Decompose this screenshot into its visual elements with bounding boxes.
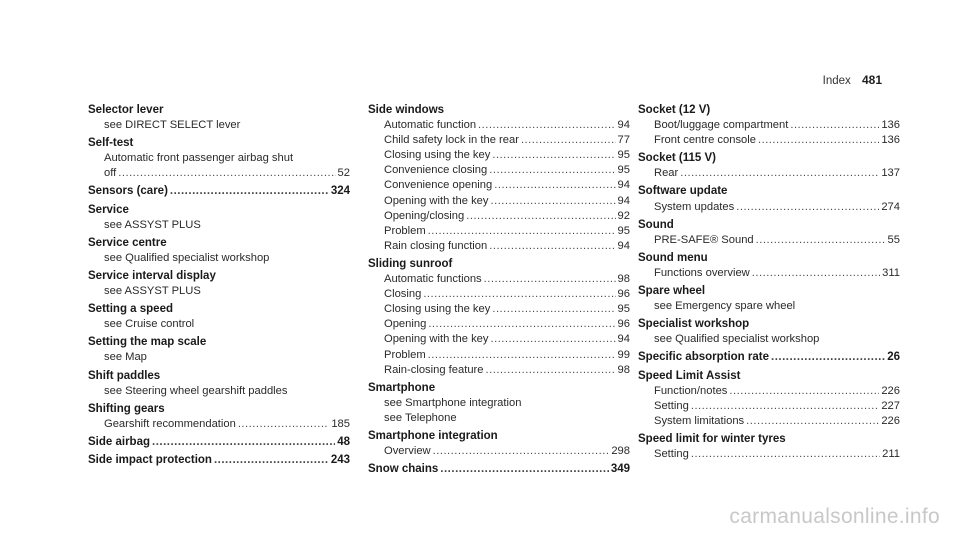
leader-dots	[428, 348, 616, 363]
subentry-text: Problem	[384, 348, 426, 361]
index-entry	[88, 269, 350, 299]
page-ref: 26	[887, 351, 900, 364]
index-term: Specialist workshop	[638, 318, 750, 331]
page-ref: 94	[617, 119, 630, 132]
page-ref: 52	[337, 167, 350, 180]
watermark: carmanualsonline.info	[729, 505, 940, 528]
term-text: Side impact protection	[88, 453, 212, 466]
subentry-text: PRE-SAFE® Sound	[654, 233, 754, 246]
index-see-reference[interactable]: see Emergency spare wheel	[654, 300, 796, 313]
leader-dots	[691, 399, 879, 414]
leader-dots	[494, 178, 615, 193]
index-subentry[interactable]	[368, 133, 630, 148]
index-see-reference[interactable]: see Steering wheel gearshift paddles	[104, 384, 288, 397]
index-term: Speed Limit Assist	[638, 369, 741, 382]
index-column-3	[638, 103, 900, 465]
index-term[interactable]	[88, 184, 350, 199]
page-ref: 92	[617, 209, 630, 222]
index-entry	[88, 369, 350, 399]
leader-dots	[423, 287, 615, 302]
page-ref: 94	[617, 179, 630, 192]
leader-dots	[680, 166, 879, 181]
page-ref: 211	[882, 447, 900, 460]
leader-dots	[490, 332, 615, 347]
subentry-text: Setting	[654, 447, 689, 460]
subentry-text: Overview	[384, 445, 431, 458]
index-subentry[interactable]	[88, 166, 350, 181]
page-ref: 96	[617, 288, 630, 301]
subentry-text: Convenience opening	[384, 179, 493, 192]
leader-dots	[746, 414, 879, 429]
index-see-reference[interactable]: see Map	[104, 351, 147, 364]
index-subentry[interactable]	[368, 148, 630, 163]
index-column-2	[368, 103, 630, 480]
leader-dots	[428, 224, 616, 239]
index-entry	[88, 453, 350, 468]
page-ref: 94	[617, 239, 630, 252]
leader-dots	[118, 166, 335, 181]
page-ref: 226	[881, 384, 900, 397]
index-column-1	[88, 103, 350, 471]
index-subentry[interactable]	[638, 384, 900, 399]
subentry-text: Opening with the key	[384, 333, 489, 346]
index-term: Sliding sunroof	[368, 257, 453, 270]
entry-gap	[88, 468, 350, 471]
term-text: Specific absorption rate	[638, 351, 770, 364]
index-entry	[88, 302, 350, 332]
index-subentry[interactable]	[638, 447, 900, 462]
index-term[interactable]	[88, 453, 350, 468]
index-subentry[interactable]	[368, 209, 630, 224]
index-term: Socket (115 V)	[638, 152, 716, 165]
subentry-text: Gearshift recommendation	[104, 417, 236, 430]
leader-dots	[490, 194, 615, 209]
index-entry	[638, 151, 900, 181]
index-subentry[interactable]	[368, 194, 630, 209]
leader-dots	[691, 447, 880, 462]
index-entry	[88, 402, 350, 432]
page-ref: 99	[617, 348, 630, 361]
subentry-text: System updates	[654, 200, 735, 213]
index-see-reference[interactable]: see ASSYST PLUS	[104, 218, 201, 231]
index-term: Smartphone integration	[368, 429, 498, 442]
index-subentry[interactable]	[368, 118, 630, 133]
index-see-reference[interactable]: Automatic front passenger airbag shut	[104, 152, 294, 165]
index-subentry[interactable]	[638, 166, 900, 181]
leader-dots	[433, 444, 610, 459]
page-ref: 77	[617, 134, 630, 147]
index-entry	[638, 284, 900, 314]
page-ref: 243	[330, 453, 350, 466]
index-subentry[interactable]	[368, 363, 630, 378]
leader-dots	[238, 417, 330, 432]
index-entry	[368, 103, 630, 254]
subentry-text: System limitations	[654, 414, 745, 427]
index-term: Service interval display	[88, 269, 216, 282]
index-term: Sound menu	[638, 251, 708, 264]
page-ref: 94	[617, 333, 630, 346]
leader-dots	[489, 163, 615, 178]
index-entry	[638, 251, 900, 281]
subentry-text: Closing	[384, 288, 422, 301]
index-entry	[88, 435, 350, 450]
subentry-text: Automatic function	[384, 119, 477, 132]
subentry-text: Opening with the key	[384, 194, 489, 207]
index-term: Service	[88, 203, 129, 216]
page-ref: 185	[331, 417, 350, 430]
leader-dots	[736, 200, 879, 215]
page-ref: 96	[617, 318, 630, 331]
leader-dots	[729, 384, 879, 399]
subentry-text: Child safety lock in the rear	[384, 134, 519, 147]
subentry-text: Opening	[384, 318, 427, 331]
term-text: Snow chains	[368, 463, 439, 476]
index-entry	[638, 350, 900, 365]
leader-dots	[790, 118, 879, 133]
index-subentry[interactable]	[368, 272, 630, 287]
index-subentry[interactable]	[638, 233, 900, 248]
subentry-text: Closing using the key	[384, 149, 491, 162]
index-term: Self-test	[88, 137, 134, 150]
subentry-text: off	[104, 167, 117, 180]
page-number: 481	[861, 73, 882, 87]
index-entry	[368, 462, 630, 477]
subentry-text: Boot/luggage compartment	[654, 119, 789, 132]
page-ref: 298	[611, 445, 630, 458]
page-header	[823, 73, 882, 87]
page-ref: 55	[887, 233, 900, 246]
index-term: Shifting gears	[88, 402, 165, 415]
index-entry	[88, 203, 350, 233]
index-see-reference[interactable]: see Qualified specialist workshop	[654, 333, 820, 346]
index-subentry[interactable]	[88, 417, 350, 432]
page-ref: 227	[881, 399, 900, 412]
page-ref: 136	[881, 134, 900, 147]
page-ref: 94	[617, 194, 630, 207]
index-entry	[88, 103, 350, 133]
index-term: Shift paddles	[88, 369, 161, 382]
index-see-reference[interactable]: see Telephone	[384, 411, 457, 424]
index-entry	[638, 369, 900, 429]
index-see-reference[interactable]: see Smartphone integration	[384, 396, 522, 409]
index-subentry[interactable]	[368, 348, 630, 363]
index-term: Socket (12 V)	[638, 104, 711, 116]
index-subentry[interactable]	[368, 302, 630, 317]
index-subentry[interactable]	[368, 287, 630, 302]
index-term: Service centre	[88, 236, 167, 249]
subentry-text: Opening/closing	[384, 209, 465, 222]
page-ref: 137	[881, 167, 900, 180]
page-ref: 226	[881, 414, 900, 427]
index-entry	[88, 184, 350, 199]
index-subentry[interactable]	[638, 133, 900, 148]
page-ref: 95	[617, 224, 630, 237]
page-ref: 98	[617, 363, 630, 376]
index-term: Software update	[638, 185, 728, 198]
page-ref: 95	[617, 303, 630, 316]
index-subentry[interactable]	[368, 332, 630, 347]
index-subentry[interactable]	[368, 163, 630, 178]
subentry-text: Setting	[654, 399, 689, 412]
subentry-text: Closing using the key	[384, 303, 491, 316]
header-label: Index	[822, 75, 851, 87]
index-term: Setting a speed	[88, 303, 173, 316]
index-see-reference[interactable]: see Cruise control	[104, 318, 195, 331]
page-ref: 311	[882, 266, 900, 279]
subentry-text: Rain-closing feature	[384, 363, 484, 376]
leader-dots	[489, 239, 615, 254]
leader-dots	[170, 184, 329, 199]
leader-dots	[758, 133, 879, 148]
index-term[interactable]	[638, 350, 900, 365]
index-term: Spare wheel	[638, 285, 706, 298]
index-entry	[638, 184, 900, 214]
index-subentry[interactable]	[368, 317, 630, 332]
leader-dots	[478, 118, 616, 133]
subentry-text: Convenience closing	[384, 164, 488, 177]
page-ref: 136	[881, 119, 900, 132]
page-ref: 95	[617, 164, 630, 177]
index-entry	[88, 236, 350, 266]
index-entry	[88, 136, 350, 181]
leader-dots	[752, 266, 880, 281]
leader-dots	[521, 133, 616, 148]
index-subentry[interactable]	[638, 414, 900, 429]
index-entry	[88, 335, 350, 365]
leader-dots	[486, 363, 616, 378]
subentry-text: Front centre console	[654, 134, 756, 147]
index-subentry[interactable]	[368, 224, 630, 239]
subentry-text: Rain closing function	[384, 239, 488, 252]
index-entry	[638, 317, 900, 347]
entry-gap	[638, 462, 900, 465]
leader-dots	[466, 209, 615, 224]
index-subentry[interactable]	[368, 239, 630, 254]
leader-dots	[492, 148, 615, 163]
index-term[interactable]	[88, 435, 350, 450]
subentry-text: Automatic functions	[384, 273, 482, 286]
index-term: Speed limit for winter tyres	[638, 432, 786, 445]
leader-dots	[771, 350, 885, 365]
page-ref: 324	[330, 185, 350, 198]
index-subentry[interactable]	[638, 200, 900, 215]
index-term: Selector lever	[88, 104, 164, 116]
leader-dots	[152, 435, 335, 450]
page-ref: 95	[617, 149, 630, 162]
index-subentry[interactable]	[638, 399, 900, 414]
subentry-text: Function/notes	[654, 384, 728, 397]
index-entry	[638, 432, 900, 462]
leader-dots	[440, 462, 609, 477]
leader-dots	[492, 302, 615, 317]
term-text: Sensors (care)	[88, 185, 168, 198]
index-entry	[368, 429, 630, 459]
index-entry	[638, 218, 900, 248]
index-see-reference[interactable]: see ASSYST PLUS	[104, 285, 201, 298]
index-entry	[638, 103, 900, 148]
leader-dots	[214, 453, 329, 468]
index-term[interactable]	[368, 462, 630, 477]
page-ref: 48	[337, 435, 350, 448]
index-term: Sound	[638, 218, 674, 231]
entry-gap	[368, 477, 630, 480]
index-see-reference[interactable]: see Qualified specialist workshop	[104, 251, 270, 264]
page-ref: 98	[617, 273, 630, 286]
leader-dots	[484, 272, 616, 287]
term-text: Side airbag	[88, 435, 150, 448]
index-subentry[interactable]	[368, 178, 630, 193]
index-entry	[368, 381, 630, 426]
index-entry	[368, 257, 630, 378]
index-subentry[interactable]	[638, 266, 900, 281]
index-see-reference[interactable]: see DIRECT SELECT lever	[104, 119, 241, 132]
page-ref: 274	[881, 200, 900, 213]
leader-dots	[756, 233, 886, 248]
subentry-text: Problem	[384, 224, 426, 237]
leader-dots	[428, 317, 615, 332]
subentry-text: Functions overview	[654, 266, 750, 279]
index-subentry[interactable]	[638, 118, 900, 133]
page-ref: 349	[610, 463, 630, 476]
index-term: Side windows	[368, 104, 445, 116]
subentry-text: Rear	[654, 167, 679, 180]
index-subentry[interactable]	[368, 444, 630, 459]
index-term: Setting the map scale	[88, 336, 207, 349]
index-term: Smartphone	[368, 381, 436, 394]
